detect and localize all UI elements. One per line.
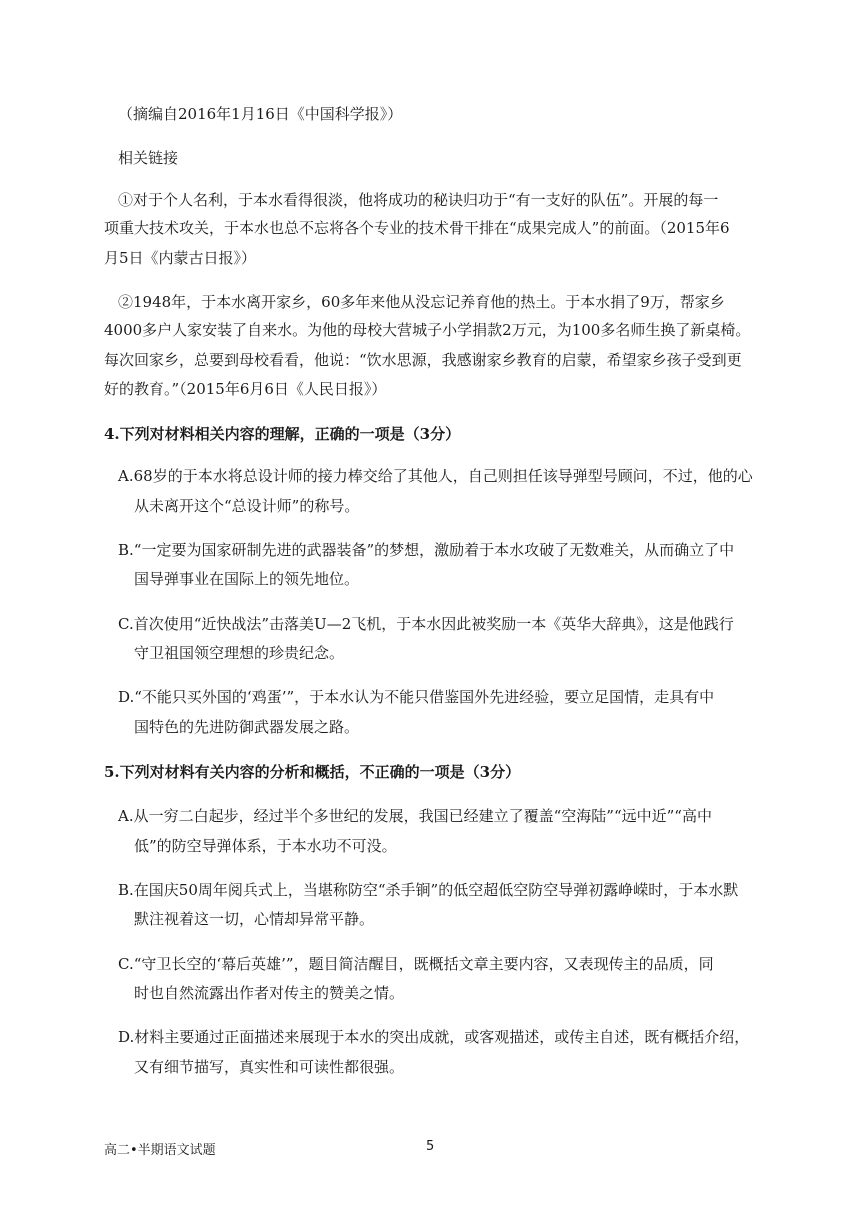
option-line: A.68岁的于本水将总设计师的接力棒交给了其他人，自己则担任该导弹型号顾问，不过，他的心: [118, 467, 753, 485]
option-line: C.首次使用“近快战法”击落美U—2飞机，于本水因此被奖励一本《英华大辞典》，这是他践行: [118, 615, 734, 633]
option-line: 国特色的先进防御武器发展之路。: [134, 718, 360, 736]
footer-title: 高二•半期语文试题: [104, 1143, 216, 1158]
option-line: D.“不能只买外国的‘鸡蛋’”，于本水认为不能只借鉴国外先进经验，要立足国情，走具有中: [118, 688, 715, 706]
option-line: 国导弹事业在国际上的领先地位。: [134, 570, 360, 588]
source-note: （摘编自2016年1月16日《中国科学报》）: [118, 105, 403, 123]
option-line: 守卫祖国领空理想的珍贵纪念。: [134, 644, 345, 662]
paragraph-line: 好的教育。”（2015年6月6日《人民日报》）: [104, 380, 387, 398]
paragraph-line: ②1948年，于本水离开家乡，60多年来他从没忘记养育他的热土。于本水捐了9万，帮家乡: [118, 293, 725, 311]
related-heading: 相关链接: [118, 149, 179, 167]
question-stem: 5.下列对材料有关内容的分析和概括，不正确的一项是（3分）: [104, 763, 521, 781]
option-line: 从未离开这个“总设计师”的称号。: [134, 497, 360, 515]
question-stem: 4.下列对材料相关内容的理解，正确的一项是（3分）: [104, 425, 461, 443]
page-number: 5: [426, 1139, 435, 1154]
option-line: A.从一穷二白起步，经过半个多世纪的发展，我国已经建立了覆盖“空海陆”“远中近”“高中: [118, 807, 712, 825]
paragraph-line: 月5日《内蒙古日报》）: [104, 249, 257, 267]
option-line: B.在国庆50周年阅兵式上，当堪称防空“杀手锏”的低空超低空防空导弹初露峥嵘时，于本水默: [118, 881, 739, 899]
option-line: C.“守卫长空的‘幕后英雄’”，题目简洁醒目，既概括文章主要内容，又表现传主的品质，同: [118, 955, 714, 973]
paragraph-line: 4000多户人家安装了自来水。为他的母校大营城子小学捐款2万元，为100多名师生换了新桌椅。: [104, 321, 751, 339]
paragraph-line: 项重大技术攻关，于本水也总不忘将各个专业的技术骨干排在“成果完成人”的前面。（2015年6: [104, 219, 730, 237]
option-line: 低”的防空导弹体系，于本水功不可没。: [134, 837, 397, 855]
option-line: D.材料主要通过正面描述来展现于本水的突出成就，或客观描述，或传主自述，既有概括介绍，: [118, 1028, 750, 1046]
option-line: B.“一定要为国家研制先进的武器装备”的梦想，激励着于本水攻破了无数难关，从而确立了中: [118, 541, 735, 559]
option-line: 时也自然流露出作者对传主的赞美之情。: [134, 984, 405, 1002]
option-line: 又有细节描写，真实性和可读性都很强。: [134, 1058, 405, 1076]
paragraph-line: 每次回家乡，总要到母校看看，他说：“饮水思源，我感谢家乡教育的启蒙，希望家乡孩子受到更: [104, 351, 742, 369]
paragraph-line: ①对于个人名利，于本水看得很淡，他将成功的秘诀归功于“有一支好的队伍”。开展的每一: [118, 191, 719, 209]
option-line: 默注视着这一切，心情却异常平静。: [134, 910, 375, 928]
